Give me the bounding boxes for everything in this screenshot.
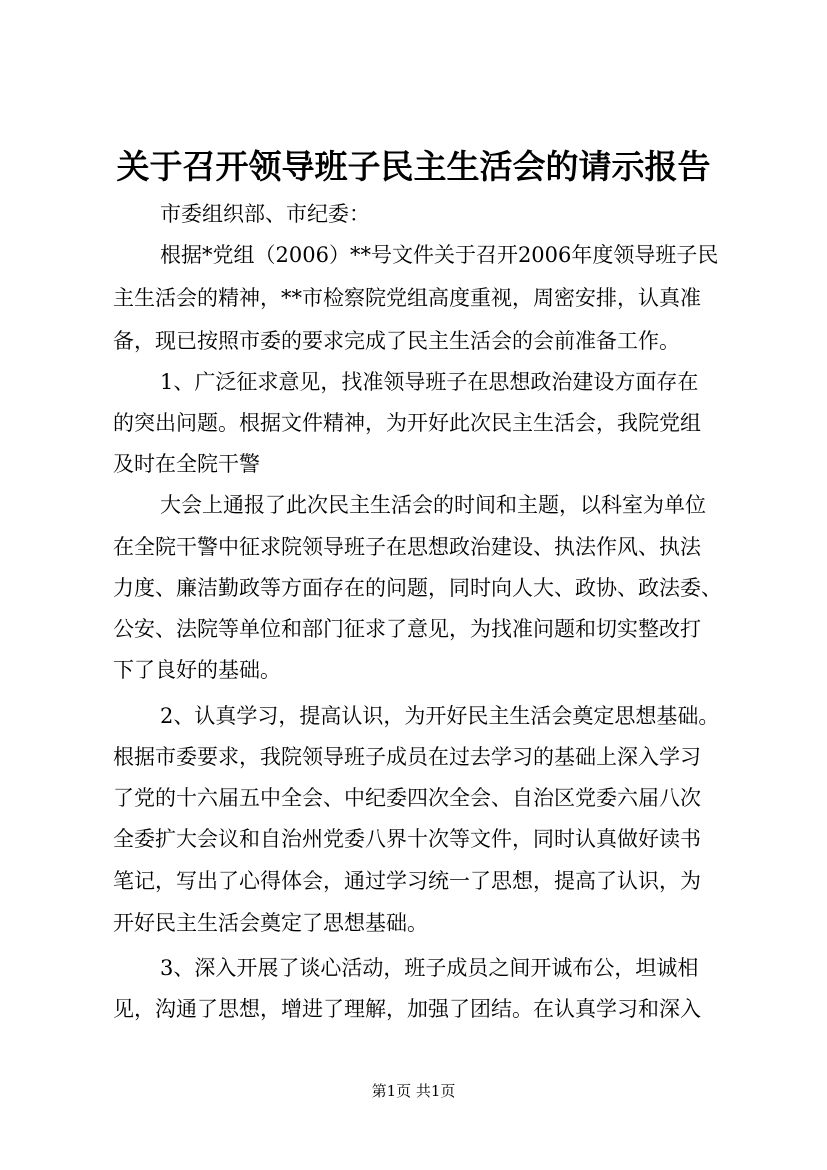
body-line: 见，沟通了思想，增进了理解，加强了团结。在认真学习和深入 bbox=[113, 997, 701, 1021]
body-line: 开好民主生活会奠定了思想基础。 bbox=[113, 911, 428, 935]
document-title: 关于召开领导班子民主生活会的请示报告 bbox=[116, 147, 711, 186]
body-line: 3、深入开展了谈心活动，班子成员之间开诚布公，坦诚相 bbox=[160, 956, 699, 980]
body-line: 下了良好的基础。 bbox=[113, 658, 281, 682]
body-line: 全委扩大会议和自治州党委八界十次等文件，同时认真做好读书 bbox=[113, 827, 701, 851]
body-line: 及时在全院干警 bbox=[113, 452, 260, 476]
body-line: 主生活会的精神，**市检察院党组高度重视，周密安排，认真准 bbox=[113, 286, 701, 310]
body-line: 的突出问题。根据文件精神，为开好此次民主生活会，我院党组 bbox=[113, 411, 701, 435]
page-footer: 第1页 共1页 bbox=[371, 1082, 456, 1100]
salutation-line: 市委组织部、市纪委： bbox=[160, 202, 370, 226]
body-line: 了党的十六届五中全会、中纪委四次全会、自治区党委六届八次 bbox=[113, 786, 701, 810]
body-line: 在全院干警中征求院领导班子在思想政治建设、执法作风、执法 bbox=[113, 535, 701, 559]
body-line: 2、认真学习，提高认识，为开好民主生活会奠定思想基础。 bbox=[160, 704, 720, 728]
body-line: 笔记，写出了心得体会，通过学习统一了思想，提高了认识，为 bbox=[113, 869, 701, 893]
body-line: 大会上通报了此次民主生活会的时间和主题，以科室为单位 bbox=[160, 493, 706, 517]
body-line: 1、广泛征求意见，找准领导班子在思想政治建设方面存在 bbox=[160, 370, 699, 394]
body-line: 公安、法院等单位和部门征求了意见，为找准问题和切实整改打 bbox=[113, 617, 701, 641]
body-line: 力度、廉洁勤政等方面存在的问题，同时向人大、政协、政法委、 bbox=[113, 576, 722, 600]
body-line: 根据*党组（2006）**号文件关于召开2006年度领导班子民 bbox=[160, 243, 719, 267]
body-line: 备，现已按照市委的要求完成了民主生活会的会前准备工作。 bbox=[113, 329, 680, 353]
body-line: 根据市委要求，我院领导班子成员在过去学习的基础上深入学习 bbox=[113, 745, 701, 769]
